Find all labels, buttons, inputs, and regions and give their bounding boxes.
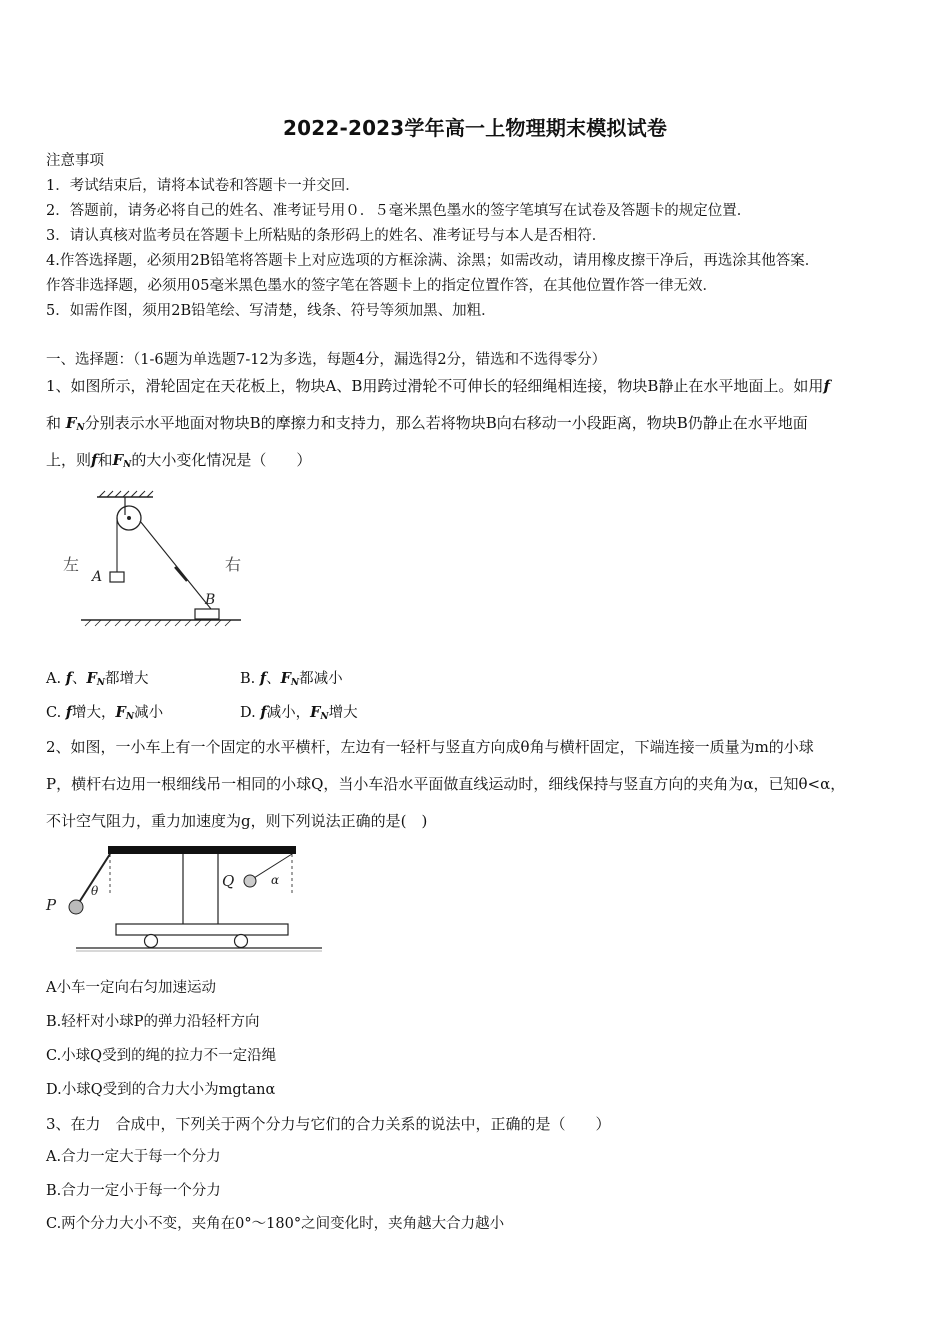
q1-fn-symbol: $F_N$ — [65, 414, 85, 433]
q1-option-b[interactable]: B. f、$F_N$都减小 — [240, 670, 343, 688]
ground-hatch — [85, 620, 231, 626]
label-left: 左 — [63, 555, 80, 574]
q2-line-3: 不计空气阻力，重力加速度为g，则下列说法正确的是( ) — [46, 812, 428, 830]
q1-option-d[interactable]: D. f减小，$F_N$增大 — [240, 704, 358, 722]
notice-item-1: 1．考试结束后，请将本试卷和答题卡一并交回． — [46, 178, 360, 194]
q1-line-2-text: 分别表示水平地面对物块B的摩擦力和支持力，那么若将物块B向右移动一小段距离，物块B仍静止在水平地面 — [84, 414, 808, 432]
q2-line-1: 2、如图，一小车上有一个固定的水平横杆，左边有一轻杆与竖直方向成θ角与横杆固定，下端连接一质量为m的小球 — [46, 738, 814, 756]
ceiling-hatch — [99, 491, 153, 497]
q1-option-b-text: 都减小 — [299, 671, 343, 687]
ball-p — [69, 900, 83, 914]
horizontal-bar — [108, 846, 296, 854]
q1-option-d-text-1: 减小， — [266, 705, 311, 721]
q3-option-c[interactable]: C.两个分力大小不变，夹角在0°～180°之间变化时，夹角越大合力越小 — [46, 1216, 505, 1232]
label-b: B — [205, 592, 216, 608]
ball-q — [244, 875, 256, 887]
section-heading: 一、选择题：（1-6题为单选题7-12为多选，每题4分，漏选得2分，错选和不选得零分） — [46, 352, 607, 368]
q1-line-1-text: 1、如图所示，滑轮固定在天花板上，物块A、B用跨过滑轮不可伸长的轻细绳相连接，物块B静止在水平地面上。如用 — [46, 377, 824, 395]
rope-b — [140, 521, 211, 609]
q1-line-3-post: 的大小变化情况是（ ） — [131, 451, 312, 469]
q2-line-2: P，横杆右边用一根细线吊一相同的小球Q，当小车沿水平面做直线运动时，细线保持与竖直方向的夹角为α，已知θ<α， — [46, 775, 846, 793]
q2-option-b[interactable]: B.轻杆对小球P的弹力沿轻杆方向 — [46, 1014, 260, 1030]
q1-line-3-pre: 上，则 — [46, 451, 92, 469]
exam-title: 2022-2023学年高一上物理期末模拟试卷 — [282, 116, 668, 140]
q2-option-d[interactable]: D.小球Q受到的合力大小为mgtanα — [46, 1082, 276, 1098]
q1-option-a[interactable]: A. f、$F_N$都增大 — [46, 670, 149, 688]
q3-stem: 3、在力 合成中，下列关于两个分力与它们的合力关系的说法中，正确的是（ ） — [46, 1115, 611, 1133]
q1-pulley-figure — [55, 485, 255, 635]
notice-heading: 注意事项 — [46, 153, 104, 169]
q2-option-c[interactable]: C.小球Q受到的绳的拉力不一定沿绳 — [46, 1048, 277, 1064]
label-theta: θ — [91, 884, 99, 898]
q1-f-symbol-2: f — [91, 451, 98, 469]
q1-option-c-text-2: 减小 — [134, 705, 164, 721]
q1-option-d-text-2: 增大 — [328, 705, 358, 721]
label-q: Q — [222, 872, 235, 890]
label-right: 右 — [225, 555, 242, 574]
notice-item-5: 5．如需作图，须用2B铅笔绘、写清楚，线条、符号等须加黑、加粗． — [46, 303, 496, 319]
q1-option-c[interactable]: C. f增大，$F_N$减小 — [46, 704, 164, 722]
block-a — [110, 572, 124, 582]
q1-option-a-text: 都增大 — [104, 671, 149, 687]
label-p: P — [46, 896, 57, 914]
q3-option-b[interactable]: B.合力一定小于每一个分力 — [46, 1183, 221, 1199]
label-a: A — [92, 569, 103, 585]
notice-item-2: 2．答题前，请务必将自己的姓名、准考证号用０．５毫米黑色墨水的签字笔填写在试卷及答题卡的规定位置． — [46, 203, 752, 219]
q1-line-3: 上，则f和$F_N$的大小变化情况是（ ） — [46, 451, 312, 470]
label-alpha: α — [271, 873, 280, 887]
block-b — [195, 609, 219, 619]
q2-option-a[interactable]: A小车一定向右匀加速运动 — [46, 980, 216, 996]
q1-line-1 — [46, 376, 830, 396]
q3-option-a[interactable]: A.合力一定大于每一个分力 — [46, 1149, 221, 1165]
q1-line-2: 和 $F_N$分别表示水平地面对物块B的摩擦力和支持力，那么若将物块B向右移动一小段距离，物块B仍静止在水平地面 — [46, 414, 808, 433]
q2-cart-figure — [40, 840, 330, 960]
q1-fn-symbol-2: $F_N$ — [112, 451, 132, 470]
q1-f-symbol: f — [823, 377, 830, 395]
wheel-left — [145, 935, 158, 948]
wheel-right — [235, 935, 248, 948]
notice-item-4-cont: 作答非选择题，必须用05毫米黑色墨水的签字笔在答题卡上的指定位置作答，在其他位置作答一律无效． — [46, 278, 717, 294]
notice-item-4: 4.作答选择题，必须用2B铅笔将答题卡上对应选项的方框涂满、涂黑；如需改动，请用橡皮擦干净后，再选涂其他答案． — [46, 253, 820, 269]
notice-item-3: 3．请认真核对监考员在答题卡上所粘贴的条形码上的姓名、准考证号与本人是否相符． — [46, 228, 607, 244]
q1-option-c-text-1: 增大， — [72, 705, 116, 721]
cart-body — [116, 924, 288, 935]
